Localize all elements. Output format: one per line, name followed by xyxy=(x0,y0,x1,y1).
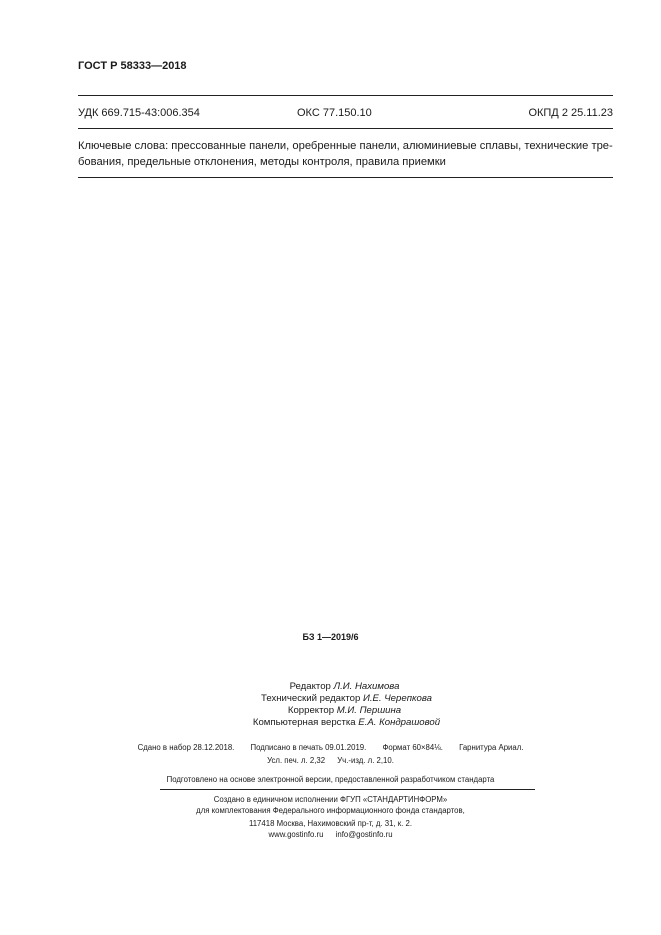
staff-tech-editor xyxy=(16,693,661,704)
classification-divider xyxy=(78,128,613,129)
signed-date: Подписано в печать 09.01.2019. xyxy=(250,743,367,752)
okpd-code: ОКПД 2 25.11.23 xyxy=(528,107,613,119)
staff-editor xyxy=(14,681,661,692)
standard-code: ГОСТ Р 58333—2018 xyxy=(78,60,187,72)
typeface: Гарнитура Ариал. xyxy=(459,743,524,752)
publisher-address: 117418 Москва, Нахимовский пр-т, д. 31, к. 2. xyxy=(248,819,413,828)
submitted-date: Сдано в набор 28.12.2018. xyxy=(137,743,235,752)
staff-name: Е.А. Кондрашовой xyxy=(358,717,441,728)
staff-name: И.Е. Черепкова xyxy=(362,693,432,704)
staff-role: Технический редактор xyxy=(261,693,361,704)
bz-number: БЗ 1—2019/6 xyxy=(302,632,359,642)
staff-role: Компьютерная верстка xyxy=(252,717,356,728)
staff-proofreader xyxy=(14,705,661,716)
publisher-line-2: для комплектования Федерального информационного фонда стандартов, xyxy=(196,806,465,815)
keywords-line-1: Ключевые слова: прессованные панели, оребренные панели, алюминиевые сплавы, технические тре- xyxy=(78,140,613,152)
print-info-line-1 xyxy=(0,743,661,752)
staff-name: М.И. Першина xyxy=(336,705,402,716)
keywords-line-2: бования, предельные отклонения, методы контроля, правила приемки xyxy=(78,156,446,168)
udk-code: УДК 669.715-43:006.354 xyxy=(78,107,200,119)
staff-role: Корректор xyxy=(287,705,335,716)
keywords-divider xyxy=(78,177,613,178)
publisher-sheets: Уч.-изд. л. 2,10. xyxy=(337,756,394,765)
staff-layout xyxy=(16,717,661,728)
header-divider xyxy=(78,95,613,96)
print-info-line-2 xyxy=(0,756,661,765)
publisher-line-1: Создано в единичном исполнении ФГУП «СТАНДАРТИНФОРМ» xyxy=(213,795,448,804)
prepared-note: Подготовлено на основе электронной версии, предоставленной разработчиком стандарта xyxy=(166,775,495,784)
email-link[interactable]: info@gostinfo.ru xyxy=(335,830,393,839)
publisher-contacts xyxy=(0,830,661,839)
staff-role: Редактор xyxy=(289,681,331,692)
print-sheets: Усл. печ. л. 2,32 xyxy=(267,756,326,765)
website-link[interactable]: www.gostinfo.ru xyxy=(268,830,324,839)
oks-code: ОКС 77.150.10 xyxy=(297,107,372,119)
footer-divider xyxy=(160,789,535,790)
paper-format: Формат 60×84⅛. xyxy=(382,743,443,752)
staff-name: Л.И. Нахимова xyxy=(333,681,400,692)
keywords-block xyxy=(78,138,613,170)
